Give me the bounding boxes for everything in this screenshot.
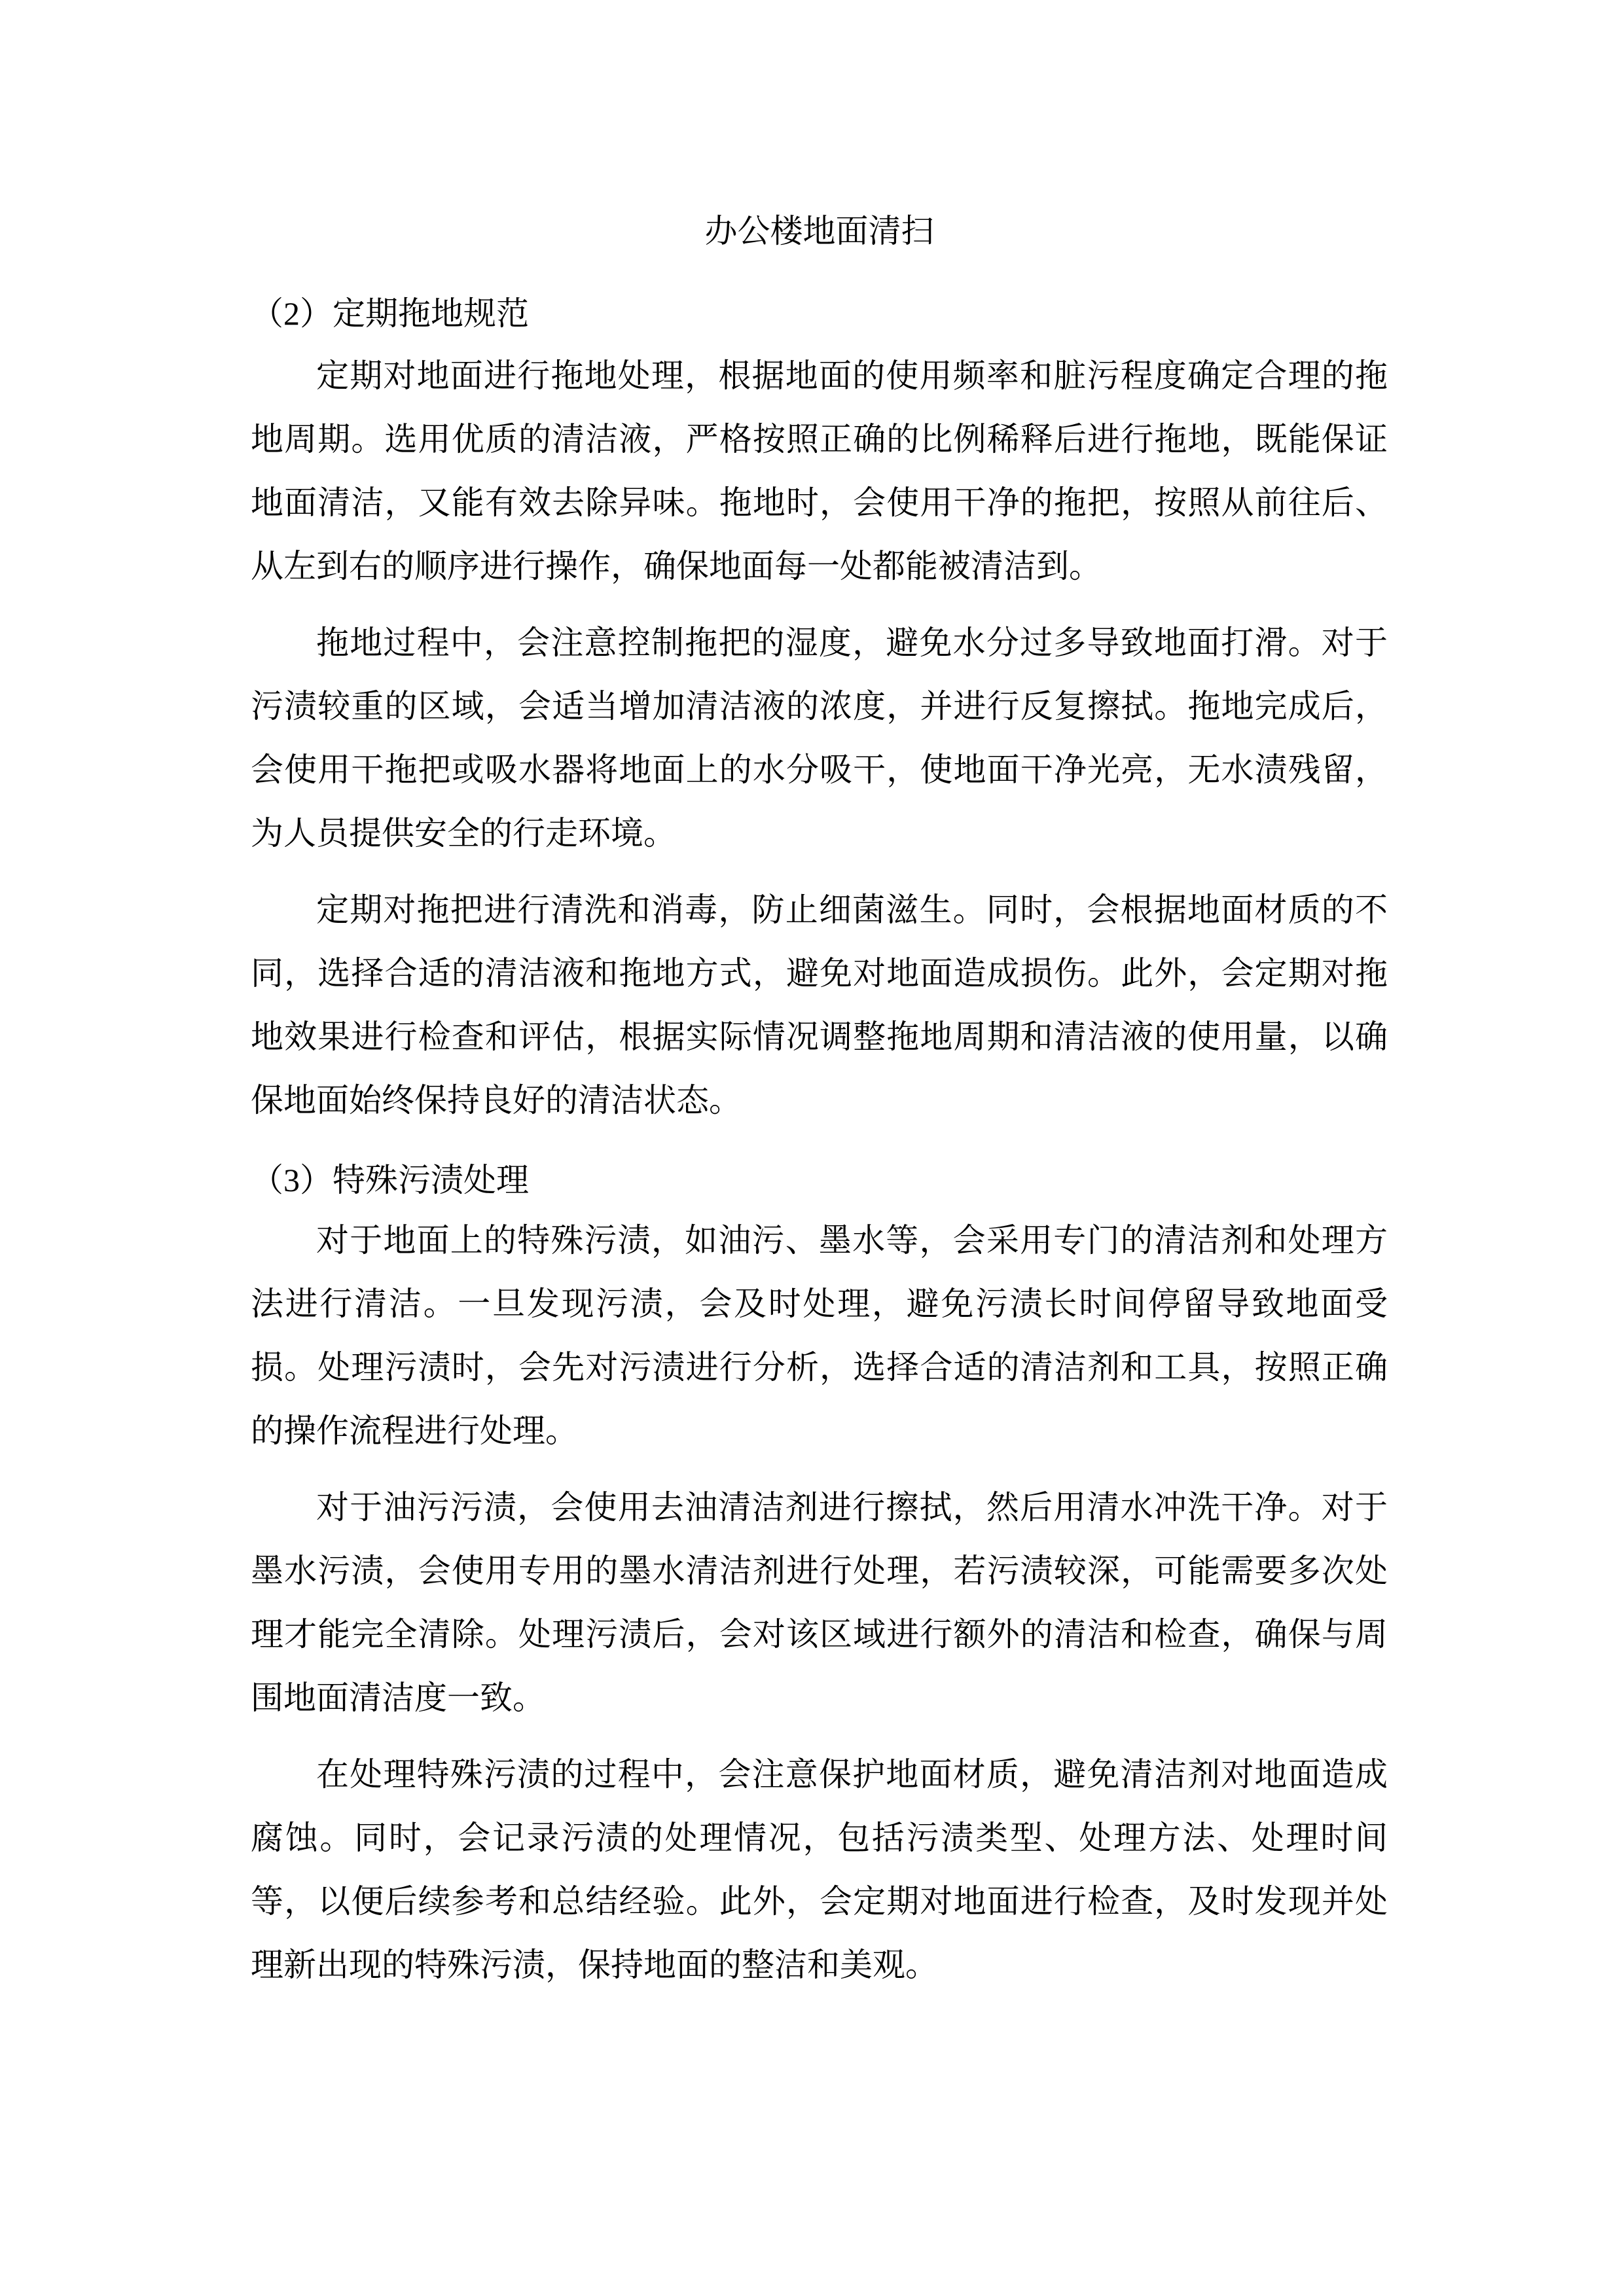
paragraph-line: 的操作流程进行处理。	[251, 1412, 578, 1449]
paragraph-line: 在处理特殊污渍的过程中，会注意保护地面材质，避免清洁剂对地面造成	[316, 1756, 1388, 1793]
paragraph-line: 会使用干拖把或吸水器将地面上的水分吸干，使地面干净光亮，无水渍残留，	[251, 751, 1388, 788]
paragraph-line: 为人员提供安全的行走环境。	[251, 815, 676, 852]
document-title: 办公楼地面清扫	[704, 213, 934, 249]
paragraph-line: 理新出现的特殊污渍，保持地面的整洁和美观。	[251, 1946, 938, 1983]
paragraph-line: 墨水污渍，会使用专用的墨水清洁剂进行处理，若污渍较深，可能需要多次处	[251, 1552, 1388, 1589]
paragraph	[251, 1476, 1388, 1730]
paragraph-line: 对于油污污渍，会使用去油清洁剂进行擦拭，然后用清水冲洗干净。对于	[316, 1489, 1388, 1526]
paragraph-line: 地周期。选用优质的清洁液，严格按照正确的比例稀释后进行拖地，既能保证	[251, 421, 1388, 457]
paragraph-line: 地效果进行检查和评估，根据实际情况调整拖地周期和清洁液的使用量，以确	[251, 1018, 1388, 1055]
paragraph	[251, 611, 1388, 865]
paragraph-line: 同，选择合适的清洁液和拖地方式，避免对地面造成损伤。此外，会定期对拖	[251, 955, 1388, 992]
paragraph-line: 从左到右的顺序进行操作，确保地面每一处都能被清洁到。	[251, 548, 1102, 584]
paragraph	[251, 878, 1388, 1132]
paragraph-line: 对于地面上的特殊污渍，如油污、墨水等，会采用专门的清洁剂和处理方	[316, 1222, 1388, 1259]
section-heading: （2）定期拖地规范	[251, 295, 529, 332]
paragraph-line: 法进行清洁。一旦发现污渍，会及时处理，避免污渍长时间停留导致地面受	[251, 1285, 1388, 1322]
paragraph-line: 等，以便后续参考和总结经验。此外，会定期对地面进行检查，及时发现并处	[251, 1883, 1388, 1920]
paragraph	[251, 1743, 1388, 1997]
paragraph-line: 拖地过程中，会注意控制拖把的湿度，避免水分过多导致地面打滑。对于	[316, 624, 1388, 661]
paragraph	[251, 1209, 1388, 1463]
paragraph-line: 理才能完全清除。处理污渍后，会对该区域进行额外的清洁和检查，确保与周	[251, 1616, 1388, 1653]
paragraph-line: 保地面始终保持良好的清洁状态。	[251, 1082, 742, 1119]
section-heading: （3）特殊污渍处理	[251, 1162, 529, 1198]
paragraph-line: 污渍较重的区域，会适当增加清洁液的浓度，并进行反复擦拭。拖地完成后，	[251, 688, 1388, 725]
paragraph	[251, 344, 1388, 598]
paragraph-line: 地面清洁，又能有效去除异味。拖地时，会使用干净的拖把，按照从前往后、	[251, 484, 1388, 521]
paragraph-line: 定期对地面进行拖地处理，根据地面的使用频率和脏污程度确定合理的拖	[316, 357, 1388, 394]
paragraph-line: 围地面清洁度一致。	[251, 1679, 545, 1716]
paragraph-line: 腐蚀。同时，会记录污渍的处理情况，包括污渍类型、处理方法、处理时间	[251, 1820, 1388, 1856]
paragraph-line: 定期对拖把进行清洗和消毒，防止细菌滋生。同时，会根据地面材质的不	[316, 891, 1388, 928]
paragraph-line: 损。处理污渍时，会先对污渍进行分析，选择合适的清洁剂和工具，按照正确	[251, 1349, 1388, 1386]
